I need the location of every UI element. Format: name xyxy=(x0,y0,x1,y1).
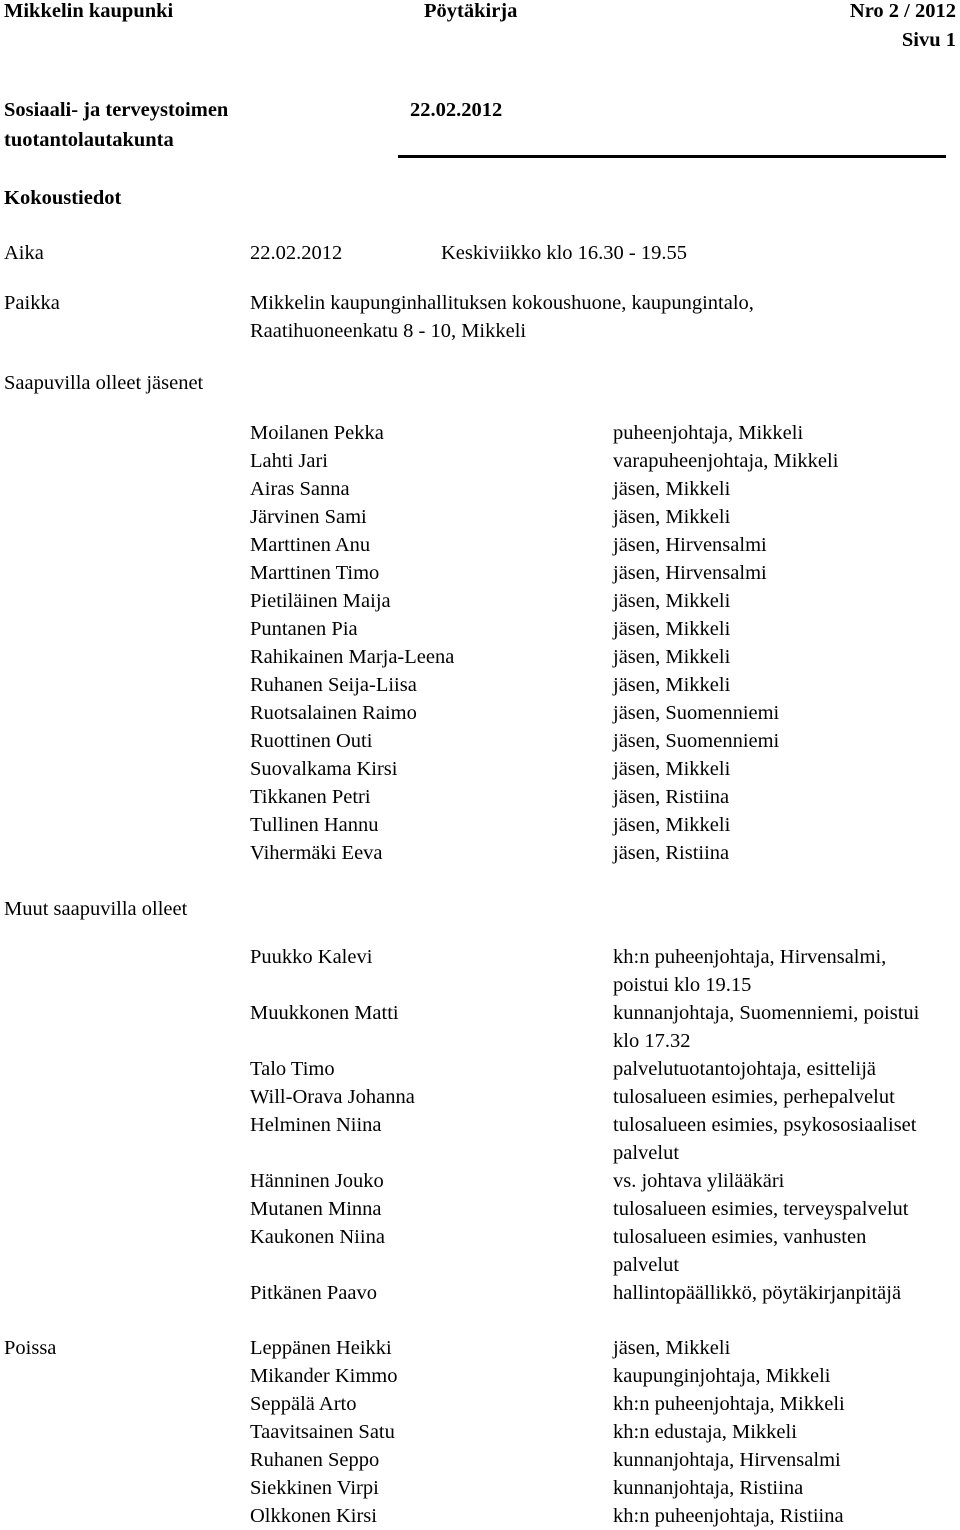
other-row-role-continued: klo 17.32 xyxy=(613,1030,691,1052)
absent-row-role: kh:n puheenjohtaja, Mikkeli xyxy=(613,1393,845,1415)
absent-row-name: Mikander Kimmo xyxy=(250,1365,398,1387)
other-row-name: Hänninen Jouko xyxy=(250,1170,384,1192)
absent-label: Poissa xyxy=(4,1337,57,1359)
other-row-role: tulosalueen esimies, vanhusten xyxy=(613,1226,867,1248)
header-rule xyxy=(398,155,946,158)
member-row-name: Rahikainen Marja-Leena xyxy=(250,646,455,668)
member-row-role: jäsen, Mikkeli xyxy=(613,618,731,640)
member-row-name: Puntanen Pia xyxy=(250,618,358,640)
other-row-name: Pitkänen Paavo xyxy=(250,1282,377,1304)
other-row-name: Talo Timo xyxy=(250,1058,335,1080)
other-row-role-continued: palvelut xyxy=(613,1142,680,1164)
member-row-role: jäsen, Mikkeli xyxy=(613,590,731,612)
other-row-role: hallintopäällikkö, pöytäkirjanpitäjä xyxy=(613,1282,902,1304)
member-row-role: jäsen, Hirvensalmi xyxy=(613,562,767,584)
page-number: Sivu 1 xyxy=(901,29,956,51)
member-row-name: Lahti Jari xyxy=(250,450,328,472)
time-value: Keskiviikko klo 16.30 - 19.55 xyxy=(441,242,687,264)
other-row-role: tulosalueen esimies, perhepalvelut xyxy=(613,1086,895,1108)
other-row-role: kunnanjohtaja, Suomenniemi, poistui xyxy=(613,1002,920,1024)
other-row-role: tulosalueen esimies, psykososiaaliset xyxy=(613,1114,917,1136)
member-row-name: Vihermäki Eeva xyxy=(250,842,383,864)
absent-row-role: jäsen, Mikkeli xyxy=(613,1337,731,1359)
member-row-role: jäsen, Mikkeli xyxy=(613,758,731,780)
absent-row-name: Ruhanen Seppo xyxy=(250,1449,380,1471)
document-type: Pöytäkirja xyxy=(424,0,518,22)
present-members-label: Saapuvilla olleet jäsenet xyxy=(4,372,204,394)
member-row-name: Moilanen Pekka xyxy=(250,422,384,444)
time-date: 22.02.2012 xyxy=(250,242,343,264)
place-label: Paikka xyxy=(4,292,60,314)
other-row-name: Mutanen Minna xyxy=(250,1198,382,1220)
member-row-name: Marttinen Timo xyxy=(250,562,380,584)
member-row-name: Tullinen Hannu xyxy=(250,814,379,836)
member-row-role: jäsen, Suomenniemi xyxy=(613,702,780,724)
member-row-name: Ruotsalainen Raimo xyxy=(250,702,417,724)
member-row-role: jäsen, Mikkeli xyxy=(613,674,731,696)
other-row-role: tulosalueen esimies, terveyspalvelut xyxy=(613,1198,909,1220)
place-line2: Raatihuoneenkatu 8 - 10, Mikkeli xyxy=(250,320,527,342)
member-row-name: Järvinen Sami xyxy=(250,506,367,528)
absent-row-role: kaupunginjohtaja, Mikkeli xyxy=(613,1365,831,1387)
member-row-role: jäsen, Mikkeli xyxy=(613,478,731,500)
org-name: Mikkelin kaupunki xyxy=(4,0,174,22)
other-row-name: Puukko Kalevi xyxy=(250,946,373,968)
absent-row-role: kunnanjohtaja, Ristiina xyxy=(613,1477,804,1499)
member-row-role: jäsen, Ristiina xyxy=(613,786,730,808)
other-row-role-continued: poistui klo 19.15 xyxy=(613,974,752,996)
other-row-role-continued: palvelut xyxy=(613,1254,680,1276)
other-row-role: kh:n puheenjohtaja, Hirvensalmi, xyxy=(613,946,887,968)
member-row-name: Pietiläinen Maija xyxy=(250,590,391,612)
other-row-name: Will-Orava Johanna xyxy=(250,1086,415,1108)
committee-name-line2: tuotantolautakunta xyxy=(4,129,174,151)
member-row-name: Suovalkama Kirsi xyxy=(250,758,398,780)
member-row-name: Ruhanen Seija-Liisa xyxy=(250,674,417,696)
time-label: Aika xyxy=(4,242,44,264)
document-number: Nro 2 / 2012 xyxy=(849,0,956,22)
member-row-name: Airas Sanna xyxy=(250,478,350,500)
member-row-role: jäsen, Mikkeli xyxy=(613,814,731,836)
absent-row-name: Siekkinen Virpi xyxy=(250,1477,379,1499)
other-row-name: Kaukonen Niina xyxy=(250,1226,385,1248)
other-row-role: palvelutuotantojohtaja, esittelijä xyxy=(613,1058,877,1080)
absent-row-role: kh:n puheenjohtaja, Ristiina xyxy=(613,1505,844,1527)
absent-row-name: Seppälä Arto xyxy=(250,1393,357,1415)
member-row-role: jäsen, Suomenniemi xyxy=(613,730,780,752)
absent-row-role: kunnanjohtaja, Hirvensalmi xyxy=(613,1449,841,1471)
member-row-name: Marttinen Anu xyxy=(250,534,371,556)
member-row-role: puheenjohtaja, Mikkeli xyxy=(613,422,804,444)
absent-row-name: Leppänen Heikki xyxy=(250,1337,392,1359)
member-row-role: varapuheenjohtaja, Mikkeli xyxy=(613,450,839,472)
other-row-role: vs. johtava ylilääkäri xyxy=(613,1170,785,1192)
member-row-role: jäsen, Mikkeli xyxy=(613,506,731,528)
member-row-role: jäsen, Ristiina xyxy=(613,842,730,864)
absent-row-name: Olkkonen Kirsi xyxy=(250,1505,377,1527)
member-row-role: jäsen, Mikkeli xyxy=(613,646,731,668)
committee-name-line1: Sosiaali- ja terveystoimen xyxy=(4,99,229,121)
member-row-role: jäsen, Hirvensalmi xyxy=(613,534,767,556)
other-row-name: Muukkonen Matti xyxy=(250,1002,399,1024)
member-row-name: Tikkanen Petri xyxy=(250,786,371,808)
member-row-name: Ruottinen Outi xyxy=(250,730,373,752)
other-row-name: Helminen Niina xyxy=(250,1114,382,1136)
place-line1: Mikkelin kaupunginhallituksen kokoushuone, kaupungintalo, xyxy=(250,292,754,314)
committee-date: 22.02.2012 xyxy=(410,99,503,121)
section-title: Kokoustiedot xyxy=(4,187,122,209)
absent-row-name: Taavitsainen Satu xyxy=(250,1421,395,1443)
absent-row-role: kh:n edustaja, Mikkeli xyxy=(613,1421,797,1443)
other-present-label: Muut saapuvilla olleet xyxy=(4,898,188,920)
